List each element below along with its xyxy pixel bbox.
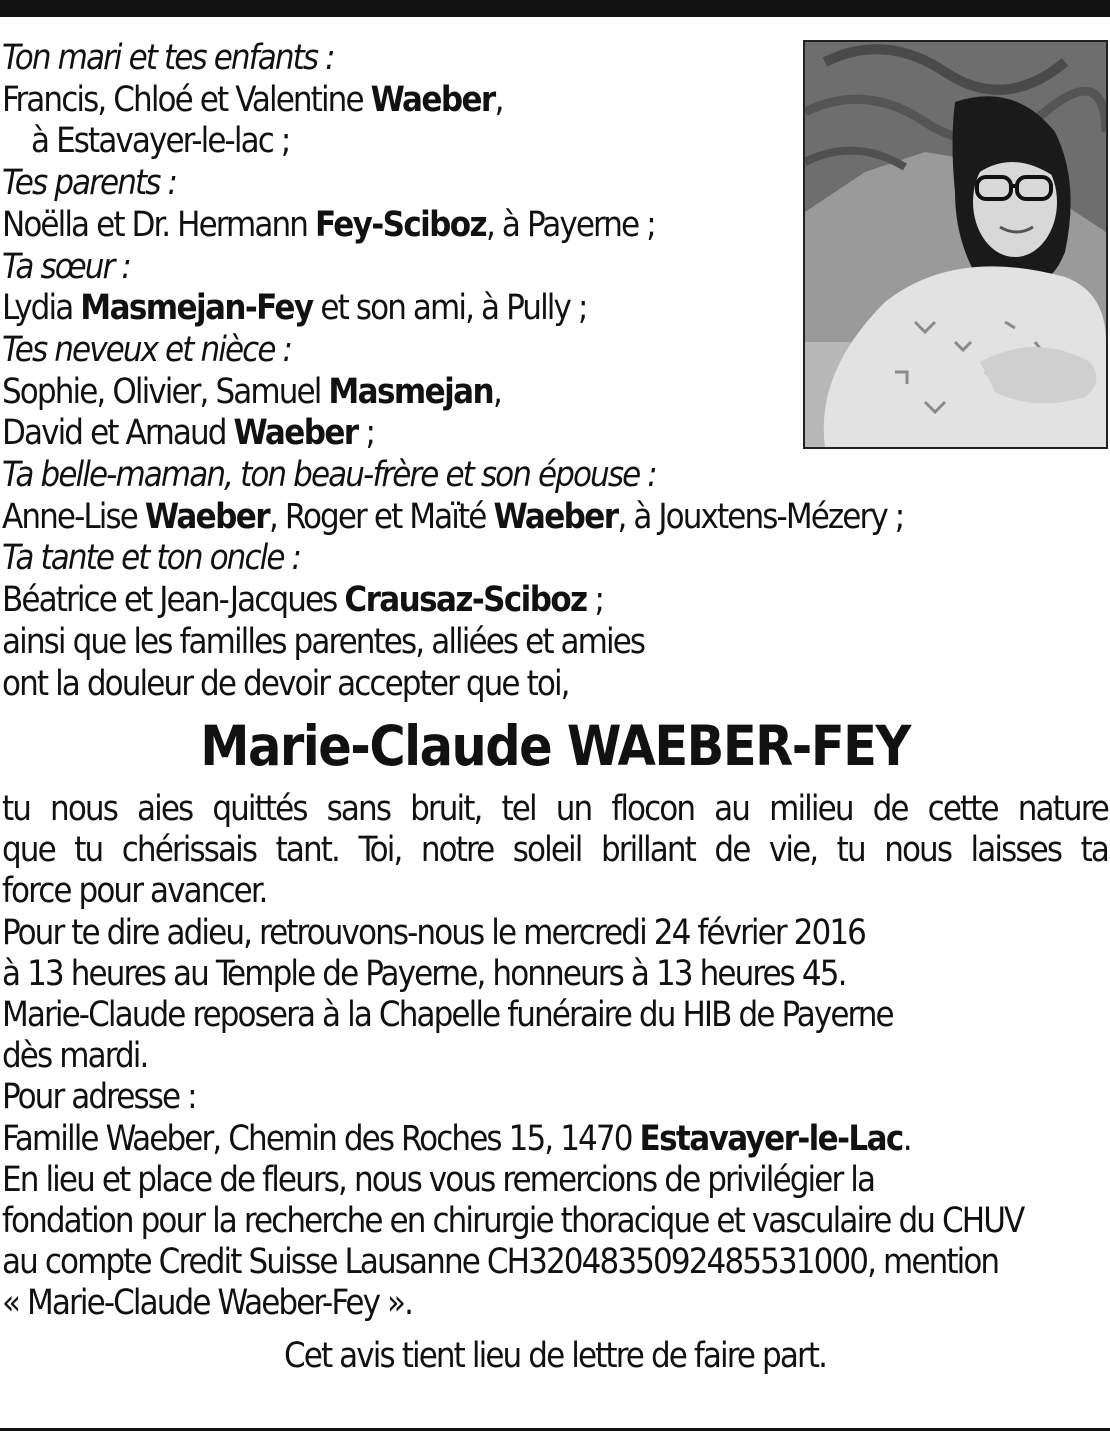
nephews-names-1: Sophie, Olivier, Samuel Masmejan, <box>2 371 501 412</box>
address-heading: Pour adresse : <box>2 1077 196 1118</box>
portrait-photo <box>803 40 1108 449</box>
closing-note: Cet avis tient lieu de lettre de faire part. <box>283 1336 827 1376</box>
top-rule <box>0 0 1110 17</box>
body-line-1: tu nous aies quittés sans bruit, tel un flocon au milieu de cette nature <box>2 789 1108 829</box>
husband-children-names: Francis, Chloé et Valentine Waeber, <box>2 79 503 120</box>
in-laws-names: Anne-Lise Waeber, Roger et Maïté Waeber, à Jouxtens-Mézery ; <box>2 496 904 537</box>
donation-account: au compte Credit Suisse Lausanne CH3204835092485531000, mention <box>2 1242 999 1283</box>
donation-line-1: En lieu et place de fleurs, nous vous remercions de privilégier la <box>2 1159 875 1200</box>
aunt-uncle-names: Béatrice et Jean-Jacques Crausaz-Sciboz ; <box>2 580 604 621</box>
body-line-3: force pour avancer. <box>2 871 267 912</box>
family-list <box>2 38 904 705</box>
viewing-place: Marie-Claude reposera à la Chapelle funéraire du HIB de Payerne <box>2 995 893 1036</box>
deceased-name: Marie-Claude WAEBER-FEY <box>200 714 910 778</box>
nephews-names-2: David et Arnaud Waeber ; <box>2 413 375 454</box>
donation-mention: « Marie-Claude Waeber-Fey ». <box>2 1283 413 1324</box>
heading-parents: Tes parents : <box>2 163 177 204</box>
family-address: Famille Waeber, Chemin des Roches 15, 1470 Estavayer-le-Lac. <box>2 1118 911 1159</box>
ceremony-place: à 13 heures au Temple de Payerne, honneurs à 13 heures 45. <box>2 953 846 994</box>
extended-family: ainsi que les familles parentes, alliées et amies <box>2 621 645 662</box>
heading-aunt-uncle: Ta tante et ton oncle : <box>2 538 301 579</box>
announcement-intro: ont la douleur de devoir accepter que toi, <box>2 663 569 704</box>
body-line-2: que tu chérissais tant. Toi, notre soleil brillant de vie, tu nous laisses ta <box>2 830 1108 871</box>
heading-husband-children: Ton mari et tes enfants : <box>2 38 334 78</box>
donation-line-2: fondation pour la recherche en chirurgie thoracique et vasculaire du CHUV <box>2 1201 1024 1242</box>
ceremony-date: Pour te dire adieu, retrouvons-nous le mercredi 24 février 2016 <box>2 912 866 953</box>
husband-children-place: à Estavayer-le-lac ; <box>31 121 290 162</box>
heading-sister: Ta sœur : <box>2 246 130 287</box>
announcement-body <box>2 789 1108 1325</box>
parents-names: Noëlla et Dr. Hermann Fey-Sciboz, à Payerne ; <box>2 204 655 245</box>
heading-in-laws: Ta belle-maman, ton beau-frère et son épouse : <box>2 455 656 496</box>
sister-name: Lydia Masmejan-Fey et son ami, à Pully ; <box>2 288 587 329</box>
heading-nephews: Tes neveux et nièce : <box>2 329 292 370</box>
viewing-day: dès mardi. <box>2 1036 148 1077</box>
